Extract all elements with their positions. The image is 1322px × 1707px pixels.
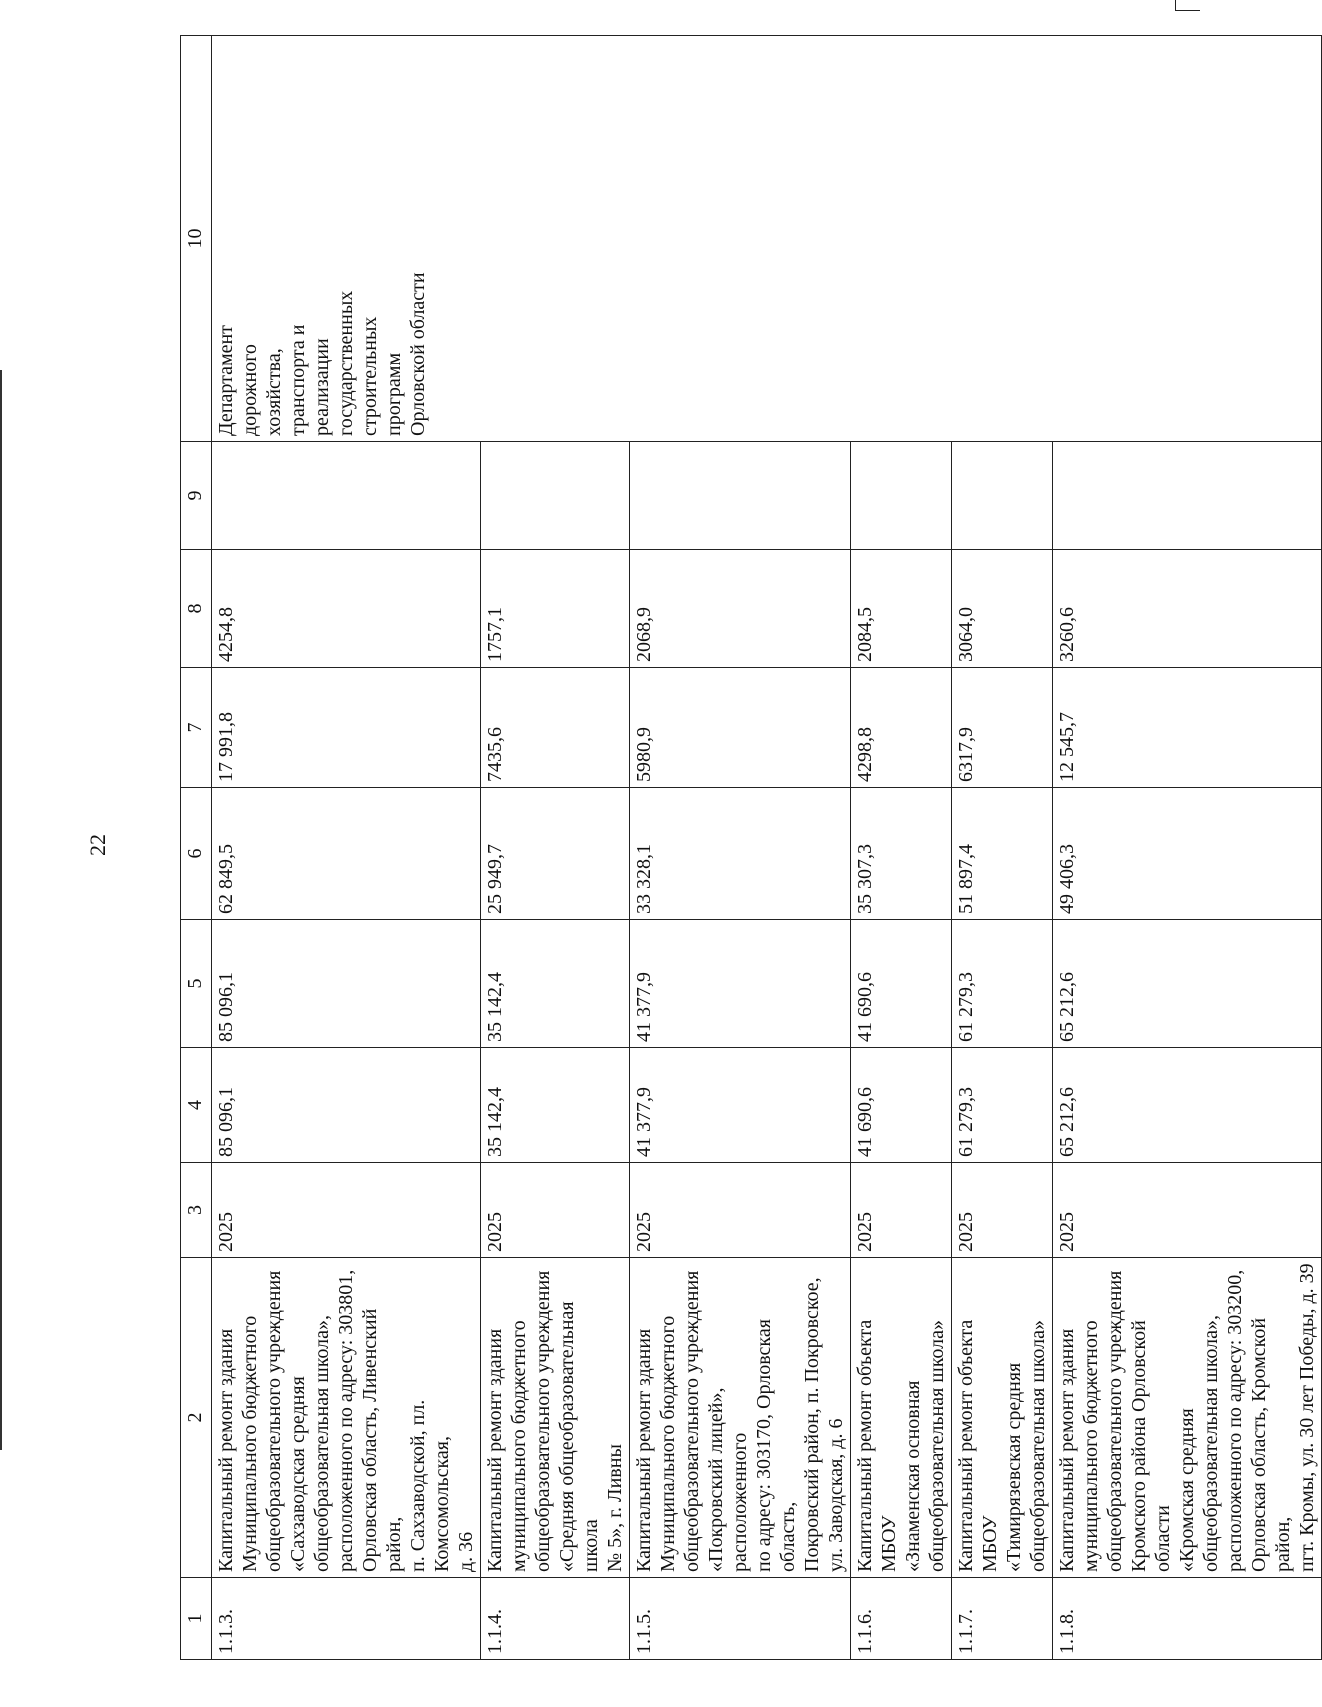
row-number: 1.1.6.	[851, 1578, 952, 1660]
scan-border-line	[1175, 0, 1176, 10]
row-number: 1.1.4.	[481, 1578, 630, 1660]
col-header: 10	[181, 36, 212, 442]
value-cell: 12 545,7	[1053, 668, 1322, 788]
value-cell	[851, 442, 952, 550]
year-cell: 2025	[212, 1163, 481, 1258]
value-cell: 3064,0	[952, 550, 1053, 668]
value-cell	[1053, 442, 1322, 550]
value-cell	[212, 442, 481, 550]
value-cell: 41 690,6	[851, 1048, 952, 1163]
responsible-department: Департамент дорожного хозяйства, транспорта и реализации государственных строительных программ Орловской области	[212, 36, 1322, 442]
value-cell: 61 279,3	[952, 1048, 1053, 1163]
value-cell: 4254,8	[212, 550, 481, 668]
value-cell: 17 991,8	[212, 668, 481, 788]
value-cell: 6317,9	[952, 668, 1053, 788]
budget-table	[180, 35, 1322, 1660]
col-header: 8	[181, 550, 212, 668]
value-cell: 2084,5	[851, 550, 952, 668]
value-cell: 35 142,4	[481, 920, 630, 1048]
value-cell: 35 307,3	[851, 788, 952, 920]
value-cell: 41 377,9	[630, 920, 851, 1048]
col-header: 6	[181, 788, 212, 920]
value-cell: 61 279,3	[952, 920, 1053, 1048]
value-cell: 35 142,4	[481, 1048, 630, 1163]
col-header: 4	[181, 1048, 212, 1163]
row-number: 1.1.5.	[630, 1578, 851, 1660]
year-cell: 2025	[1053, 1163, 1322, 1258]
project-description: Капитальный ремонт здания Муниципального бюджетного общеобразовательного учреждения «Покровский лицей», расположенного по адресу: 303170, Орловская область, Покровский район, п. Покровское, ул. Заводская, д. 6	[630, 1258, 851, 1578]
row-number: 1.1.7.	[952, 1578, 1053, 1660]
value-cell: 85 096,1	[212, 1048, 481, 1163]
value-cell: 49 406,3	[1053, 788, 1322, 920]
value-cell: 85 096,1	[212, 920, 481, 1048]
col-header: 1	[181, 1578, 212, 1660]
value-cell: 65 212,6	[1053, 920, 1322, 1048]
row-number: 1.1.8.	[1053, 1578, 1322, 1660]
value-cell: 7435,6	[481, 668, 630, 788]
year-cell: 2025	[481, 1163, 630, 1258]
value-cell	[952, 442, 1053, 550]
value-cell: 5980,9	[630, 668, 851, 788]
value-cell: 51 897,4	[952, 788, 1053, 920]
value-cell: 33 328,1	[630, 788, 851, 920]
col-header: 9	[181, 442, 212, 550]
scan-edge-line	[0, 370, 2, 1450]
value-cell: 1757,1	[481, 550, 630, 668]
value-cell: 2068,9	[630, 550, 851, 668]
row-number: 1.1.3.	[212, 1578, 481, 1660]
project-description: Капитальный ремонт здания Муниципального бюджетного общеобразовательного учреждения «Сахзаводская средняя общеобразовательная школа», расположенного по адресу: 303801, Орловская область, Ливенский район, п. Сахзаводской, пл. Комсомольская, д. 36	[212, 1258, 481, 1578]
header-row	[181, 36, 212, 1660]
page-number: 22	[85, 834, 110, 856]
scan-corner-line	[1175, 10, 1200, 11]
col-header: 7	[181, 668, 212, 788]
value-cell: 62 849,5	[212, 788, 481, 920]
year-cell: 2025	[851, 1163, 952, 1258]
value-cell: 3260,6	[1053, 550, 1322, 668]
value-cell	[630, 442, 851, 550]
value-cell	[481, 442, 630, 550]
year-cell: 2025	[952, 1163, 1053, 1258]
value-cell: 4298,8	[851, 668, 952, 788]
value-cell: 65 212,6	[1053, 1048, 1322, 1163]
value-cell: 41 377,9	[630, 1048, 851, 1163]
table-row	[212, 36, 481, 1660]
project-description: Капитальный ремонт здания муниципального бюджетного общеобразовательного учреждения «Средняя общеобразовательная школа № 5», г. Ливны	[481, 1258, 630, 1578]
project-description: Капитальный ремонт объекта МБОУ «Знаменская основная общеобразовательная школа»	[851, 1258, 952, 1578]
value-cell: 41 690,6	[851, 920, 952, 1048]
project-description: Капитальный ремонт здания муниципального бюджетного общеобразовательного учреждения Кромского района Орловской области «Кромская средняя общеобразовательная школа», расположенного по адресу: 303200, Орловская область, Кромской район, пгт. Кромы, ул. 30 лет Победы, д. 39	[1053, 1258, 1322, 1578]
value-cell: 25 949,7	[481, 788, 630, 920]
col-header: 5	[181, 920, 212, 1048]
col-header: 2	[181, 1258, 212, 1578]
rotated-table-container	[180, 35, 1318, 1660]
year-cell: 2025	[630, 1163, 851, 1258]
project-description: Капитальный ремонт объекта МБОУ «Тимирязевская средняя общеобразовательная школа»	[952, 1258, 1053, 1578]
col-header: 3	[181, 1163, 212, 1258]
